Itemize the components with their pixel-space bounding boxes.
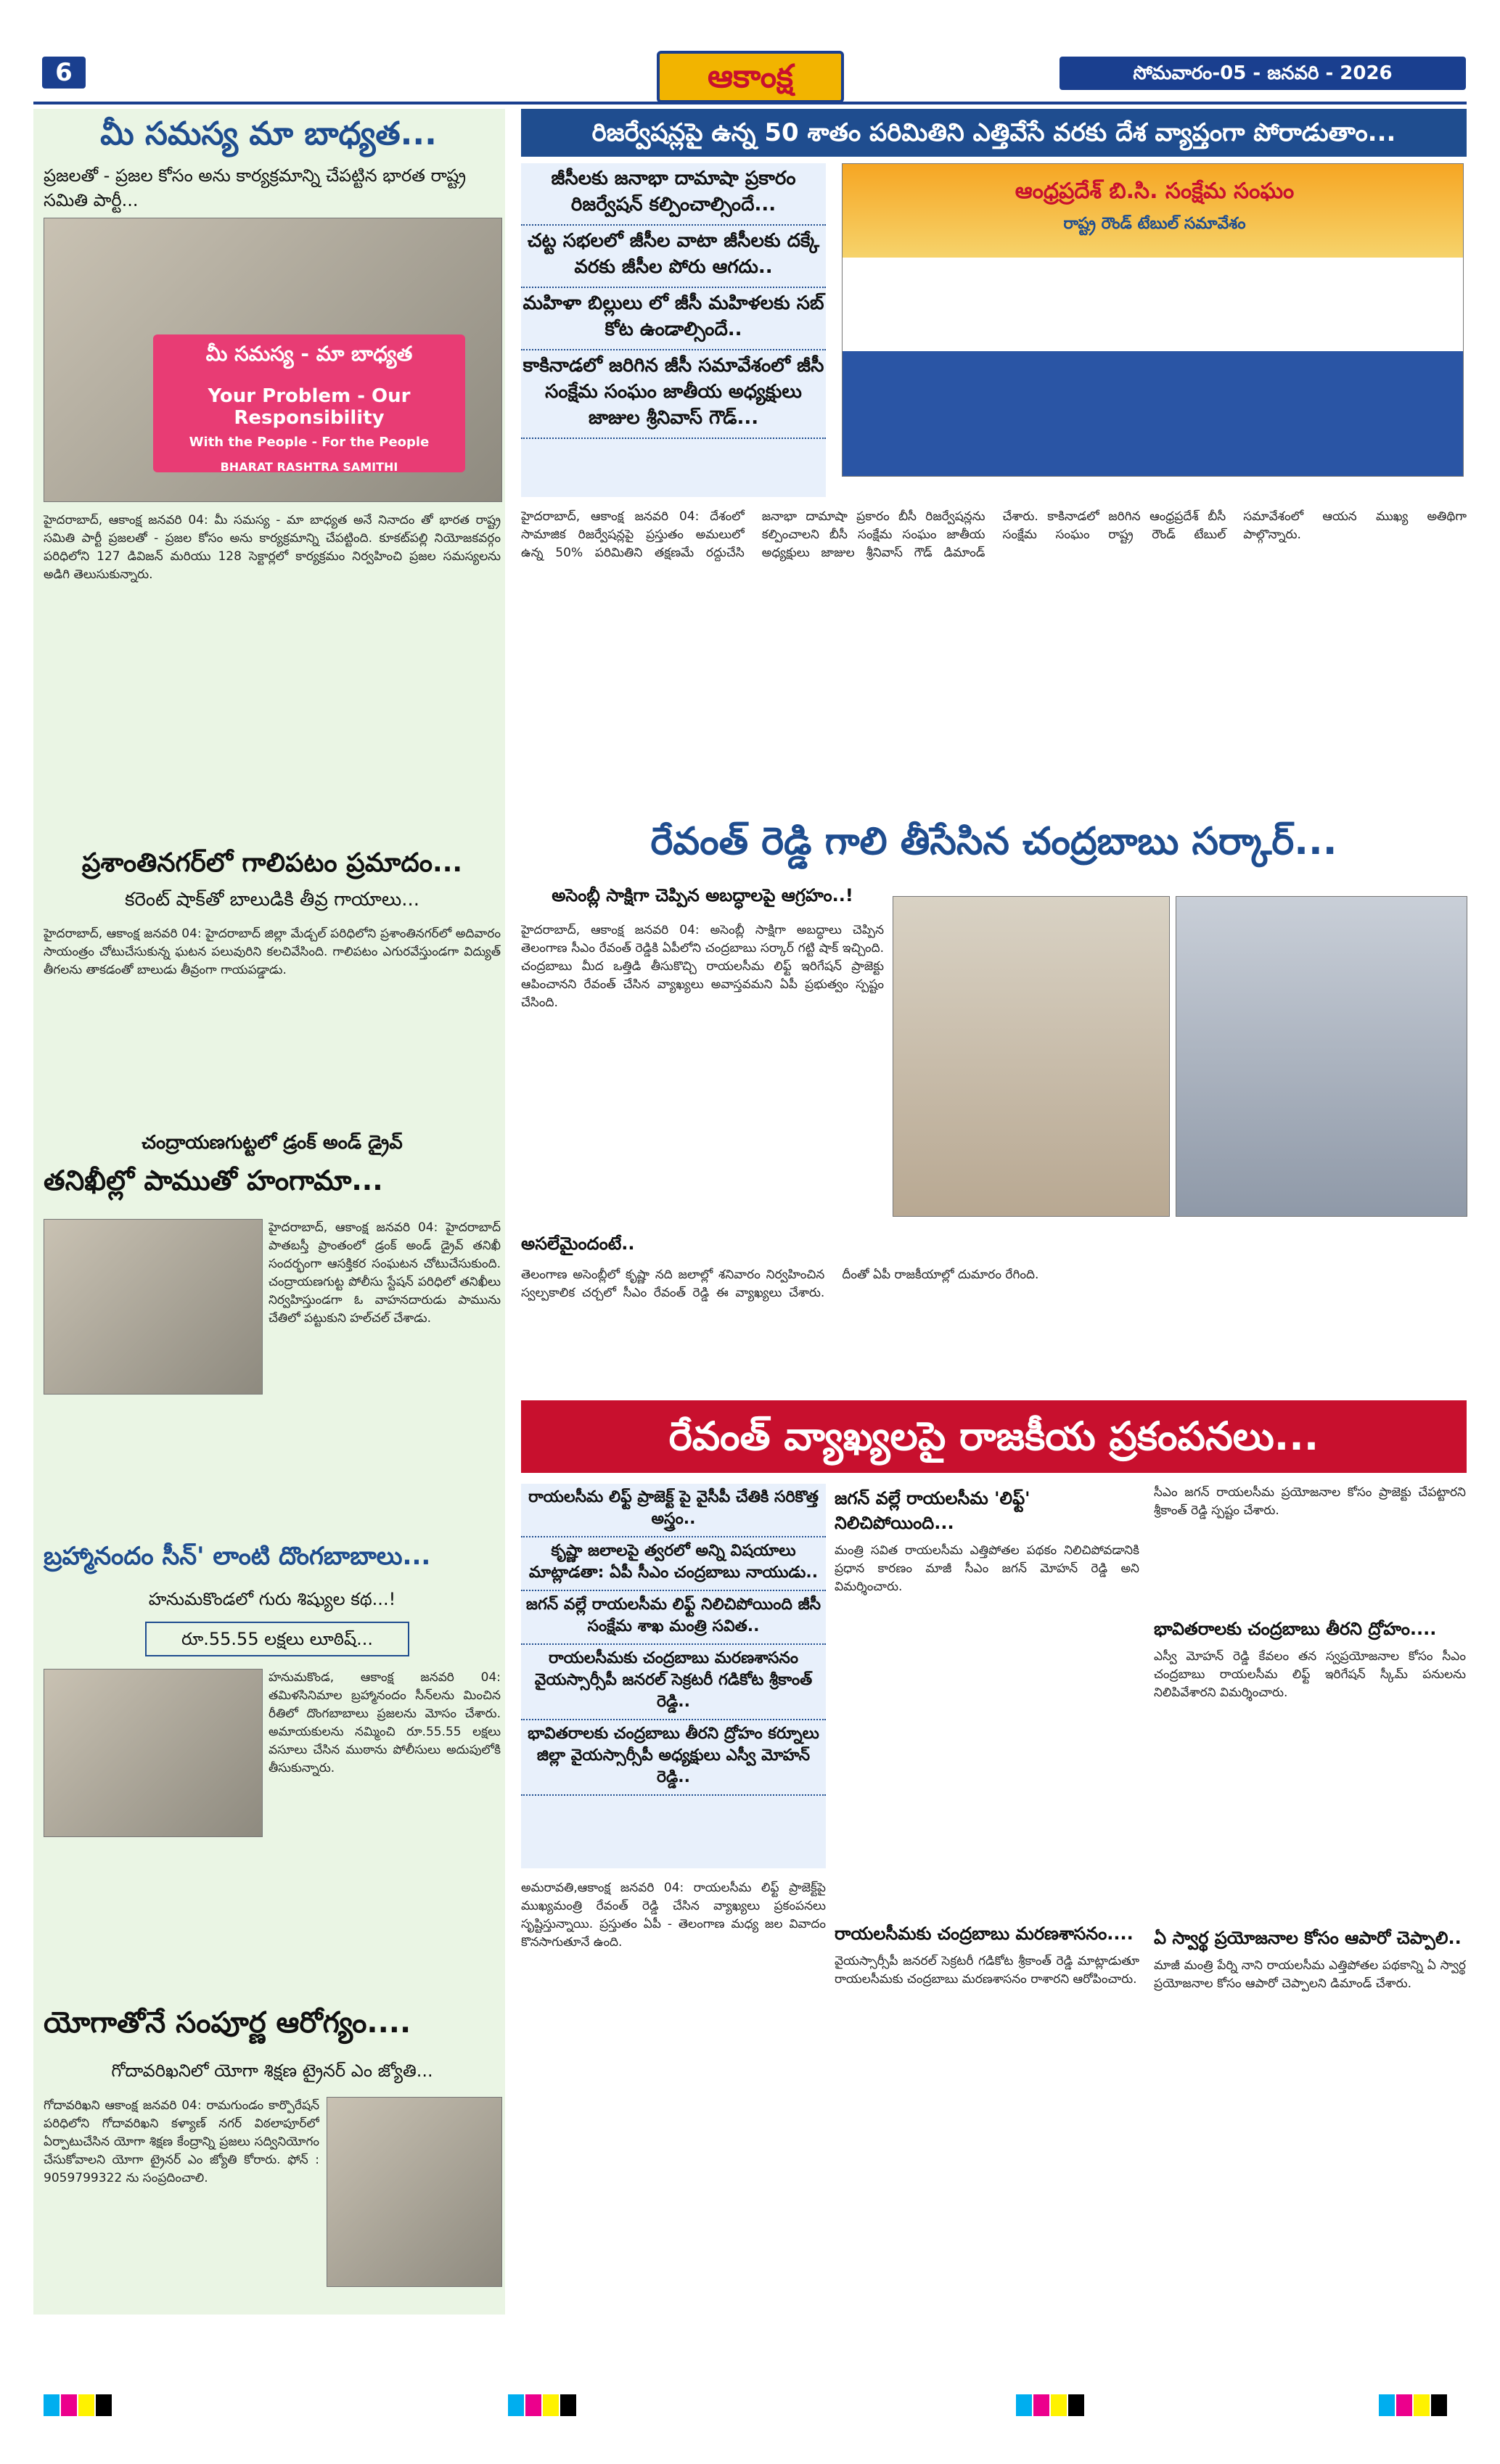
mid-body2: వైయస్సార్సీపీ జనరల్ సెక్రటరీ గడికోట శ్రీకాంత్ రెడ్డి మాట్లాడుతూ రాయలసీమకు చంద్రబాబు మరణశాసనం రాశారని ఆరోపించారు. — [835, 1954, 1139, 1987]
chandrababu-photo — [893, 896, 1170, 1217]
story4-photo — [44, 1669, 263, 1837]
bottom-bullet: రాయలసీమ లిఫ్ట్ ప్రాజెక్ట్ పై వైసీపీ చేతికి సరికొత్త అస్త్రం.. — [521, 1484, 826, 1537]
bottom-body: అమరావతి,ఆకాంక్ష జనవరి 04: రాయలసీమ లిఫ్ట్ ప్రాజెక్ట్‌పై ముఖ్యమంత్రి రేవంత్ రెడ్డి చేసిన వ్యాఖ్యలు ప్రకంపనలు సృష్టిస్తున్నాయి. ప్రస్తుతం ఏపీ - తెలంగాణ మధ్య జల వివాదం కొనసాగుతూనే ఉంది. — [521, 1881, 826, 1950]
banner-line3: With the People - For the People — [189, 435, 430, 450]
story3-photo — [44, 1219, 263, 1395]
registration-swatches-left — [44, 2394, 113, 2416]
middle-subhead: అసెంబ్లీ సాక్షిగా చెప్పిన అబద్ధాలపై ఆగ్రహం..! — [552, 885, 853, 905]
bottom-headline: రేవంత్ వ్యాఖ్యలపై రాజకీయ ప్రకంపనలు... — [521, 1400, 1467, 1473]
photo-banner2: రాష్ట్ర రౌండ్ టేబుల్ సమావేశం — [1063, 215, 1246, 233]
top-photo — [842, 163, 1464, 477]
right-body2: మాజీ మంత్రి పేర్ని నాని రాయలసీమ ఎత్తిపోతల పథకాన్ని ఏ స్వార్థ ప్రయోజనాల కోసం ఆపారో చెప్పాలని డిమాండ్ చేశారు. — [1154, 1958, 1466, 1991]
story1-headline: మీ సమస్య మా బాధ్యత... — [44, 109, 493, 160]
registration-swatches-mid — [508, 2394, 578, 2416]
bottom-bullet: రాయలసీమకు చంద్రబాబు మరణశాసనం వైయస్సార్సీపీ జనరల్ సెక్రటరీ గడికోట శ్రీకాంత్ రెడ్డి.. — [521, 1645, 826, 1720]
top-bullets — [521, 163, 826, 497]
registration-swatches-far — [1379, 2394, 1448, 2416]
bottom-bullet: భావితరాలకు చంద్రబాబు తీరని ద్రోహం కర్నూలు జిల్లా వైయస్సార్సీపీ అధ్యక్షులు ఎస్వీ మోహన్ రెడ్డి.. — [521, 1720, 826, 1796]
right-body1: ఎస్వీ మోహన్ రెడ్డి కేవలం తన స్వప్రయోజనాల కోసం సీఎం చంద్రబాబు రాయలసీమ లిఫ్ట్ ఇరిగేషన్ స్కీమ్ పనులను నిలిపివేశారని విమర్శించారు. — [1154, 1649, 1466, 1700]
revanth-photo — [1176, 896, 1467, 1217]
top-bullet: చట్ట సభలలో జీసీల వాటా జీసీలకు దక్కే వరకు జీసీల పోరు ఆగదు.. — [521, 226, 826, 288]
party-banner — [153, 334, 465, 472]
newspaper-logo: ఆకాంక్ష — [657, 51, 844, 103]
right-head1: భావితరాలకు చంద్రబాబు తీరని ద్రోహం.... — [1154, 1619, 1437, 1639]
middle-body2: తెలంగాణ అసెంబ్లీలో కృష్ణా నది జలాల్లో శనివారం నిర్వహించిన స్వల్పకాలిక చర్చలో సీఎం రేవంత్ రెడ్డి ఈ వ్యాఖ్యలు చేశారు. దీంతో ఏపీ రాజకీయాల్లో దుమారం రేగింది. — [521, 1268, 1039, 1300]
story5-headline: యోగాతోనే సంపూర్ణ ఆరోగ్యం.... — [44, 2006, 411, 2040]
story3-kicker: చంద్రాయణగుట్టలో డ్రంక్ అండ్ డ్రైవ్ — [142, 1132, 403, 1154]
story5-photo — [327, 2097, 502, 2287]
bottom-bullets — [521, 1484, 826, 1868]
story2-subhead: కరెంట్ షాక్‌తో బాలుడికి తీవ్ర గాయాలు... — [124, 889, 420, 911]
banner-line4: BHARAT RASHTRA SAMITHI — [220, 460, 398, 474]
bottom-bullet: కృష్ణా జలాలపై త్వరలో అన్ని విషయాలు మాట్లాడతా: ఏపీ సీఎం చంద్రబాబు నాయుడు.. — [521, 1537, 826, 1591]
story4-subhead: హనుమకొండలో గురు శిష్యుల కథ...! — [148, 1589, 396, 1609]
top-bullet: కాకినాడలో జరిగిన జీసీ సమావేశంలో జీసీ సంక్షేమ సంఘం జాతీయ అధ్యక్షులు జాజుల శ్రీనివాస్ గౌడ్... — [521, 350, 826, 439]
middle-headline: రేవంత్ రెడ్డి గాలి తీసేసిన చంద్రబాబు సర్కార్... — [521, 809, 1467, 874]
banner-line2: Your Problem - Our Responsibility — [208, 385, 411, 429]
story5-subhead: గోదావరిఖనిలో యోగా శిక్షణ ట్రైనర్ ఎం జ్యోతి... — [111, 2061, 433, 2081]
story2-headline: ప్రశాంతినగర్‌లో గాలిపటం ప్రమాదం... — [44, 842, 501, 885]
bottom-right-col — [1154, 1484, 1466, 2315]
middle-body: హైదరాబాద్, ఆకాంక్ష జనవరి 04: అసెంబ్లీ సాక్షిగా అబద్ధాలు చెప్పిన తెలంగాణ సీఎం రేవంత్ రెడ్డికి ఏపీలోని చంద్రబాబు సర్కార్ గట్టి షాక్ ఇచ్చింది. చంద్రబాబు మీద ఒత్తిడి తీసుకొచ్చి రాయలసీమ లిఫ్ట్ ఇరిగేషన్ ప్రాజెక్టు ఆపించానని రేవంత్ చేసిన వ్యాఖ్యలు అవాస్తవమని ఏపీ ప్రభుత్వం స్పష్టం చేసింది. — [521, 923, 884, 1010]
story3-body: హైదరాబాద్, ఆకాంక్ష జనవరి 04: హైదరాబాద్ పాతబస్తీ ప్రాంతంలో డ్రంక్ అండ్ డ్రైవ్ తనిఖీ సందర్భంగా ఆసక్తికర సంఘటన చోటుచేసుకుంది. చంద్రాయణగుట్ట పోలీసు స్టేషన్ పరిధిలో తనిఖీలు నిర్వహిస్తుండగా ఓ వాహనదారుడు పామును చేతిలో పట్టుకుని హల్‌చల్ చేశాడు. — [269, 1220, 501, 1326]
story4-body: హనుమకొండ, ఆకాంక్ష జనవరి 04: తమిళసినిమాల బ్రహ్మానందం సీన్‌లను మించిన రీతిలో దొంగబాబాలు ప్రజలను మోసం చేశారు. అమాయకులను నమ్మించి రూ.55.55 లక్షలు వసూలు చేసిన ముఠాను పోలీసులు అదుపులోకి తీసుకున్నారు. — [269, 1670, 501, 1775]
middle-kicker: అసలేమైందంటే.. — [521, 1233, 635, 1254]
mid-body1: మంత్రి సవిత రాయలసీమ ఎత్తిపోతల పథకం నిలిచిపోవడానికి ప్రధాన కారణం మాజీ సీఎం జగన్ మోహన్ రెడ్డి అని విమర్శించారు. — [835, 1543, 1139, 1594]
masthead-rule — [33, 102, 1467, 104]
bottom-middle-col — [835, 1484, 1139, 2315]
story1-body: హైదరాబాద్, ఆకాంక్ష జనవరి 04: మీ సమస్య - మా బాధ్యత అనే నినాదం తో భారత రాష్ట్ర సమితి పార్టీ ప్రజలతో - ప్రజల కోసం అను కార్యక్రమాన్ని చేపట్టింది. కూకట్‌పల్లి నియోజకవర్గం పరిధిలోని 127 డివిజన్ మరియు 128 సెక్టార్లలో కార్యక్రమం నిర్వహించి ప్రజల సమస్యలను అడిగి తెలుసుకున్నారు. — [44, 513, 501, 582]
banner-line1: మీ సమస్య - మా బాధ్యత — [205, 342, 413, 366]
mid-head1: జగన్ వల్లే రాయలసీమ 'లిఫ్ట్' నిలిచిపోయింది... — [835, 1488, 1030, 1533]
mid-head2: రాయలసీమకు చంద్రబాబు మరణశాసనం.... — [835, 1923, 1134, 1944]
page-number: 6 — [42, 57, 86, 89]
story4-headline: బ్రహ్మానందం సీన్' లాంటి దొంగబాబాలు... — [44, 1542, 431, 1571]
top-headline: రిజర్వేషన్లపై ఉన్న 50 శాతం పరిమితిని ఎత్తివేసే వరకు దేశ వ్యాప్తంగా పోరాడుతాం... — [521, 109, 1467, 157]
right-body0: సీఎం జగన్ రాయలసీమ ప్రయోజనాల కోసం ప్రాజెక్టు చేపట్టారని శ్రీకాంత్ రెడ్డి స్పష్టం చేశారు. — [1154, 1485, 1466, 1518]
bottom-bullet: జగన్ వల్లే రాయలసీమ లిఫ్ట్ నిలిచిపోయింది జీసీ సంక్షేమ శాఖ మంత్రి సవిత.. — [521, 1591, 826, 1645]
story1-subhead: ప్రజలతో - ప్రజల కోసం అను కార్యక్రమాన్ని చేపట్టిన భారత రాష్ట్ర సమితి పార్టీ... — [44, 165, 467, 210]
story1-photo — [44, 218, 502, 502]
story2-body: హైదరాబాద్, ఆకాంక్ష జనవరి 04: హైదరాబాద్ జిల్లా మేడ్చల్ పరిధిలోని ప్రశాంతినగర్‌లో అదివారం సాయంత్రం చోటుచేసుకున్న ఘటన పలువురిని కలచివేసింది. గాలిపటం ఎగురవేస్తుండగా విద్యుత్ తీగలను తాకడంతో బాలుడు తీవ్రంగా గాయపడ్డాడు. — [44, 927, 501, 977]
registration-swatches-right — [1016, 2394, 1086, 2416]
date-line: సోమవారం-05 - జనవరి - 2026 — [1060, 57, 1466, 90]
story4-box: రూ.55.55 లక్షలు లూఠిష్... — [145, 1622, 409, 1656]
right-head2: ఏ స్వార్థ ప్రయోజనాల కోసం ఆపారో చెప్పాలి.. — [1154, 1928, 1462, 1948]
story5-body: గోదావరిఖని ఆకాంక్ష జనవరి 04: రామగుండం కార్పొరేషన్ పరిధిలోని గోదావరిఖని కళ్యాణ్ నగర్ విఠలాపూర్‌లో ఏర్పాటుచేసిన యోగా శిక్షణ కేంద్రాన్ని ప్రజలు సద్వినియోగం చేసుకోవాలని యోగా ట్రైనర్ ఎం జ్యోతి కోరారు. ఫోన్ : 9059799322 ను సంప్రదించాలి. — [44, 2098, 319, 2185]
top-bullet: జీసీలకు జనాభా దామాషా ప్రకారం రిజర్వేషన్ కల్పించాల్సిందే... — [521, 163, 826, 226]
top-bullet: మహిళా బిల్లులు లో జీసీ మహిళలకు సబ్ కోట ఉండాల్సిందే.. — [521, 288, 826, 350]
story3-headline: తనిఖీల్లో పాముతో హంగామా... — [44, 1165, 383, 1196]
top-body: హైదరాబాద్, ఆకాంక్ష జనవరి 04: దేశంలో సామాజిక రిజర్వేషన్లపై ప్రస్తుతం అమలులో ఉన్న 50% పరిమితిని తక్షణమే రద్దుచేసి జనాభా దామాషా ప్రకారం బీసీ రిజర్వేషన్లను కల్పించాలని బీసీ సంక్షేమ సంఘం జాతీయ అధ్యక్షులు జాజుల శ్రీనివాస్ గౌడ్ డిమాండ్ చేశారు. కాకినాడలో జరిగిన ఆంధ్రప్రదేశ్ బీసీ సంక్షేమ సంఘం రాష్ట్ర రౌండ్ టేబుల్ సమావేశంలో ఆయన ముఖ్య అతిథిగా పాల్గొన్నారు. — [521, 509, 1467, 560]
photo-banner: ఆంధ్రప్రదేశ్ బి.సి. సంక్షేమ సంఘం — [1015, 178, 1295, 204]
